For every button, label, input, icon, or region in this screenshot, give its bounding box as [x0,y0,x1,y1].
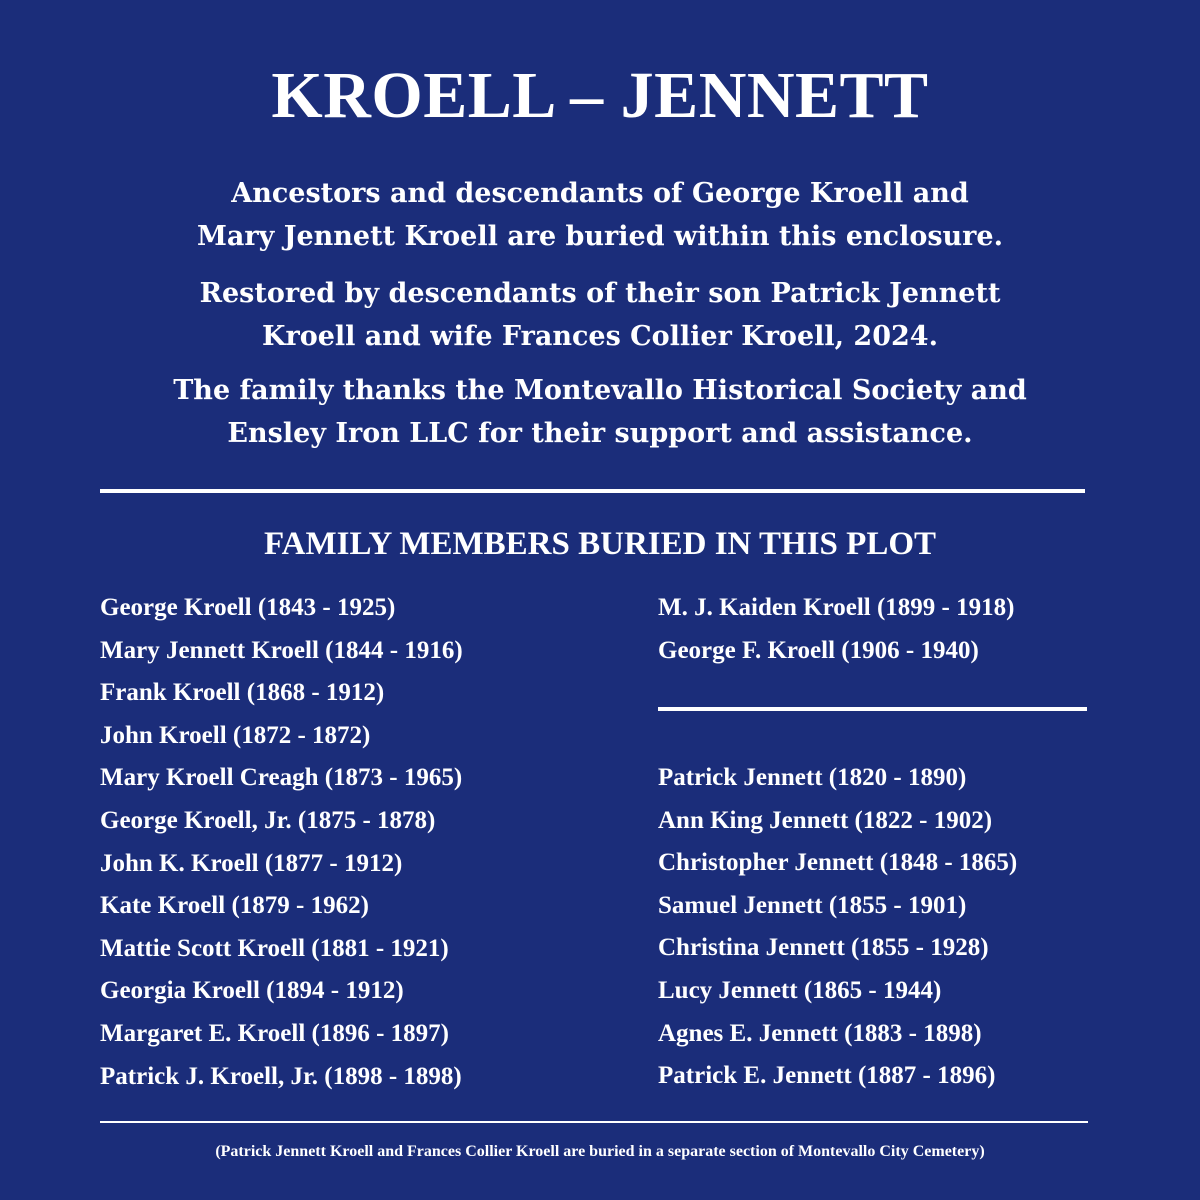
divider-main [100,489,1085,493]
left-name-list [100,587,463,1098]
name-entry: Margaret E. Kroell (1896 - 1897) [100,1019,449,1047]
divider-footer [100,1121,1088,1123]
name-entry: Christina Jennett (1855 - 1928) [658,934,989,962]
name-entry: Mattie Scott Kroell (1881 - 1921) [100,934,449,962]
name-entry: George F. Kroell (1906 - 1940) [658,636,979,664]
plaque-title: KROELL – JENNETT [271,59,929,132]
thanks-line-1: The family thanks the Montevallo Historical Society and [173,375,1027,406]
name-entry: M. J. Kaiden Kroell (1899 - 1918) [658,594,1015,621]
name-entry: George Kroell, Jr. (1875 - 1878) [100,806,436,834]
section-heading: FAMILY MEMBERS BURIED IN THIS PLOT [263,526,937,562]
name-entry: Patrick J. Kroell, Jr. (1898 - 1898) [100,1062,462,1090]
name-entry: Georgia Kroell (1894 - 1912) [100,977,404,1005]
footnote: (Patrick Jennett Kroell and Frances Collier Kroell are buried in a separate section of Montevallo City Cemetery) [215,1143,985,1160]
name-entry: Patrick Jennett (1820 - 1890) [658,764,967,791]
name-entry: Mary Jennett Kroell (1844 - 1916) [100,636,463,664]
right-jennett-name-list [658,757,1017,1098]
intro-line-2: Mary Jennett Kroell are buried within this enclosure. [197,221,1003,252]
name-entry: John Kroell (1872 - 1872) [100,721,371,749]
name-entry: George Kroell (1843 - 1925) [100,594,396,621]
restoration-line-1: Restored by descendants of their son Patrick Jennett [199,278,1001,309]
name-entry: Frank Kroell (1868 - 1912) [100,679,385,707]
name-entry: Kate Kroell (1879 - 1962) [100,892,369,920]
restoration-line-2: Kroell and wife Frances Collier Kroell, 2024. [262,321,938,352]
intro-paragraph [60,172,1140,258]
name-entry: John K. Kroell (1877 - 1912) [100,849,403,877]
name-entry: Agnes E. Jennett (1883 - 1898) [658,1019,982,1047]
name-entry: Lucy Jennett (1865 - 1944) [658,976,942,1004]
name-entry: Samuel Jennett (1855 - 1901) [658,891,967,919]
name-entry: Mary Kroell Creagh (1873 - 1965) [100,764,463,792]
right-kroell-name-list [658,587,1014,672]
name-entry: Ann King Jennett (1822 - 1902) [658,806,993,834]
restoration-paragraph [60,272,1140,358]
thanks-line-2: Ensley Iron LLC for their support and assistance. [227,418,973,449]
intro-line-1: Ancestors and descendants of George Kroell and [231,178,969,209]
thanks-paragraph [60,369,1140,455]
name-entry: Christopher Jennett (1848 - 1865) [658,849,1018,877]
name-entry: Patrick E. Jennett (1887 - 1896) [658,1062,996,1090]
divider-right-column [658,707,1087,711]
